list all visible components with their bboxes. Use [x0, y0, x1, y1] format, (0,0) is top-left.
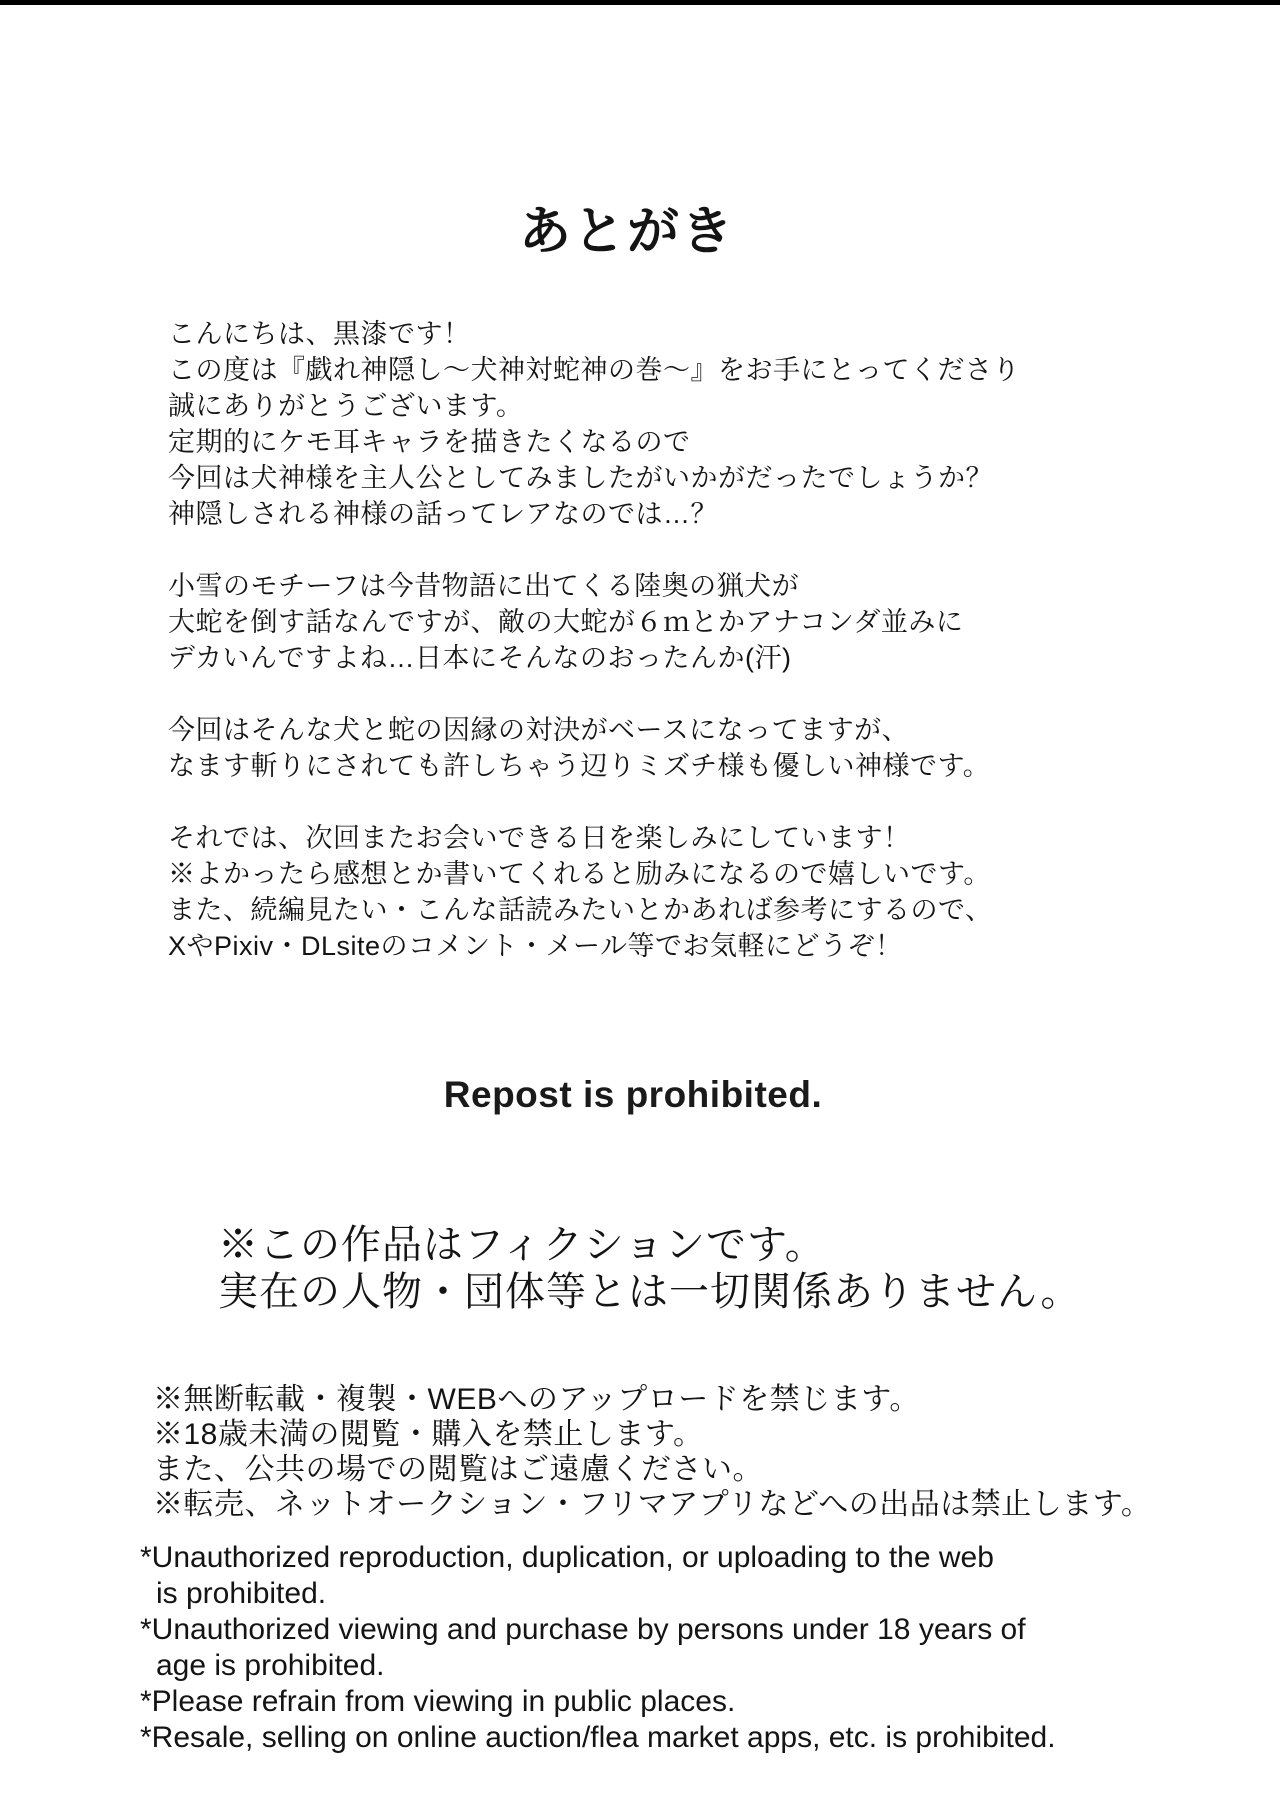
- japanese-legal-notices: [153, 1382, 1151, 1522]
- fiction-disclaimer: [218, 1222, 1081, 1316]
- text-line: 誠にありがとうございます。: [168, 391, 524, 421]
- paragraph-motif: [168, 568, 1020, 676]
- afterword-body: [168, 316, 1020, 964]
- text-line: ※よかったら感想とか書いてくれると励みになるので嬉しいです。: [168, 859, 991, 889]
- text-line: ※転売、ネットオークション・フリマアプリなどへの出品は禁止します。: [153, 1488, 1152, 1521]
- text-line: ※この作品はフィクションです。: [218, 1223, 826, 1267]
- scan-edge-artifact: [0, 0, 1280, 5]
- text-line: この度は『戯れ神隠し〜犬神対蛇神の巻〜』をお手にとってくださり: [168, 355, 1020, 385]
- paragraph-greeting: [168, 316, 1020, 532]
- text-line: 神隠しされる神様の話ってレアなのでは…？: [168, 499, 718, 529]
- paragraph-closing: [168, 820, 1020, 964]
- text-line: XやPixiv・DLsiteのコメント・メール等でお気軽にどうぞ！: [168, 931, 903, 961]
- text-line: 定期的にケモ耳キャラを描きたくなるので: [168, 427, 691, 457]
- text-line: デカいんですよね…日本にそんなのおったんか(汗): [168, 643, 792, 673]
- text-line: is prohibited.: [156, 1577, 327, 1610]
- text-line: 大蛇を倒す話なんですが、敵の大蛇が６ｍとかアナコンダ並みに: [168, 607, 964, 637]
- repost-prohibited-notice: Repost is prohibited.: [443, 1074, 823, 1115]
- text-line: 小雪のモチーフは今昔物語に出てくる陸奥の猟犬が: [168, 571, 800, 601]
- page-title: あとがき: [518, 201, 735, 262]
- text-line: *Please refrain from viewing in public places.: [140, 1685, 736, 1718]
- text-line: 今回は犬神様を主人公としてみましたがいかがだったでしょうか？: [168, 463, 993, 493]
- text-line: ※18歳未満の閲覧・購入を禁止します。: [153, 1418, 704, 1451]
- text-line: 実在の人物・団体等とは一切関係ありません。: [218, 1270, 1082, 1314]
- text-line: 今回はそんな犬と蛇の因縁の対決がベースになってますが、: [168, 715, 910, 745]
- english-legal-notices: [140, 1540, 1056, 1756]
- text-line: age is prohibited.: [156, 1649, 385, 1682]
- text-line: ※無断転載・複製・WEBへのアップロードを禁じます。: [153, 1383, 920, 1416]
- text-line: また、公共の場での閲覧はご遠慮ください。: [153, 1453, 763, 1486]
- text-line: それでは、次回またお会いできる日を楽しみにしています！: [168, 823, 911, 853]
- text-line: *Resale, selling on online auction/flea market apps, etc. is prohibited.: [140, 1721, 1056, 1754]
- text-line: また、続編見たい・こんな話読みたいとかあれば参考にするので、: [168, 895, 993, 925]
- text-line: *Unauthorized reproduction, duplication, or uploading to the web: [140, 1541, 994, 1574]
- text-line: なます斬りにされても許しちゃう辺りミズチ様も優しい神様です。: [168, 751, 991, 781]
- paragraph-rivalry: [168, 712, 1020, 784]
- text-line: こんにちは、黒漆です！: [168, 319, 471, 349]
- text-line: *Unauthorized viewing and purchase by persons under 18 years of: [140, 1613, 1026, 1646]
